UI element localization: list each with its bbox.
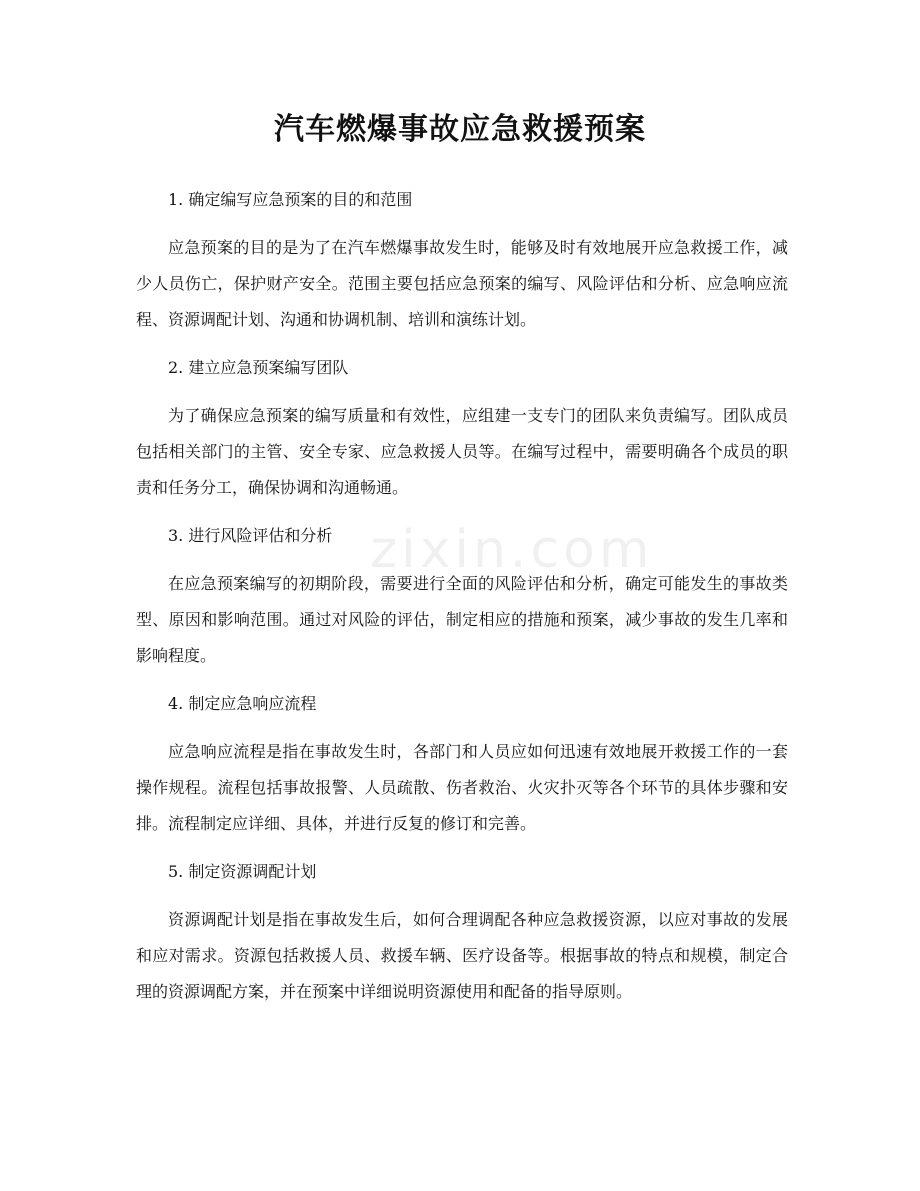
section-heading: 1. 确定编写应急预案的目的和范围 [168, 190, 413, 209]
section-4 [136, 686, 788, 854]
section-heading: 4. 制定应急响应流程 [168, 694, 317, 713]
section-5 [136, 854, 788, 1010]
section-paragraph: 应急预案的目的是为了在汽车燃爆事故发生时，能够及时有效地展开应急救援工作，减少人员伤亡，保护财产安全。范围主要包括应急预案的编写、风险评估和分析、应急响应流程、资源调配计划、沟通和协调机制、培训和演练计划。 [136, 238, 788, 329]
section-paragraph: 应急响应流程是指在事故发生时，各部门和人员应如何迅速有效地展开救援工作的一套操作规程。流程包括事故报警、人员疏散、伤者救治、火灾扑灭等各个环节的具体步骤和安排。流程制定应详细、具体，并进行反复的修订和完善。 [136, 742, 788, 833]
page-title: 汽车燃爆事故应急救援预案 [274, 112, 646, 147]
section-3 [136, 518, 788, 686]
section-heading: 2. 建立应急预案编写团队 [168, 358, 349, 377]
section-paragraph: 资源调配计划是指在事故发生后，如何合理调配各种应急救援资源，以应对事故的发展和应对需求。资源包括救援人员、救援车辆、医疗设备等。根据事故的特点和规模，制定合理的资源调配方案，并在预案中详细说明资源使用和配备的指导原则。 [136, 910, 788, 1001]
section-heading: 5. 制定资源调配计划 [168, 862, 317, 881]
document-body [136, 182, 788, 1010]
section-paragraph: 在应急预案编写的初期阶段，需要进行全面的风险评估和分析，确定可能发生的事故类型、原因和影响范围。通过对风险的评估，制定相应的措施和预案，减少事故的发生几率和影响程度。 [136, 574, 788, 665]
section-paragraph: 为了确保应急预案的编写质量和有效性，应组建一支专门的团队来负责编写。团队成员包括相关部门的主管、安全专家、应急救援人员等。在编写过程中，需要明确各个成员的职责和任务分工，确保协调和沟通畅通。 [136, 406, 788, 497]
watermark: zixin.com [370, 520, 654, 580]
section-2 [136, 350, 788, 518]
section-1 [136, 182, 788, 350]
section-heading: 3. 进行风险评估和分析 [168, 526, 333, 545]
